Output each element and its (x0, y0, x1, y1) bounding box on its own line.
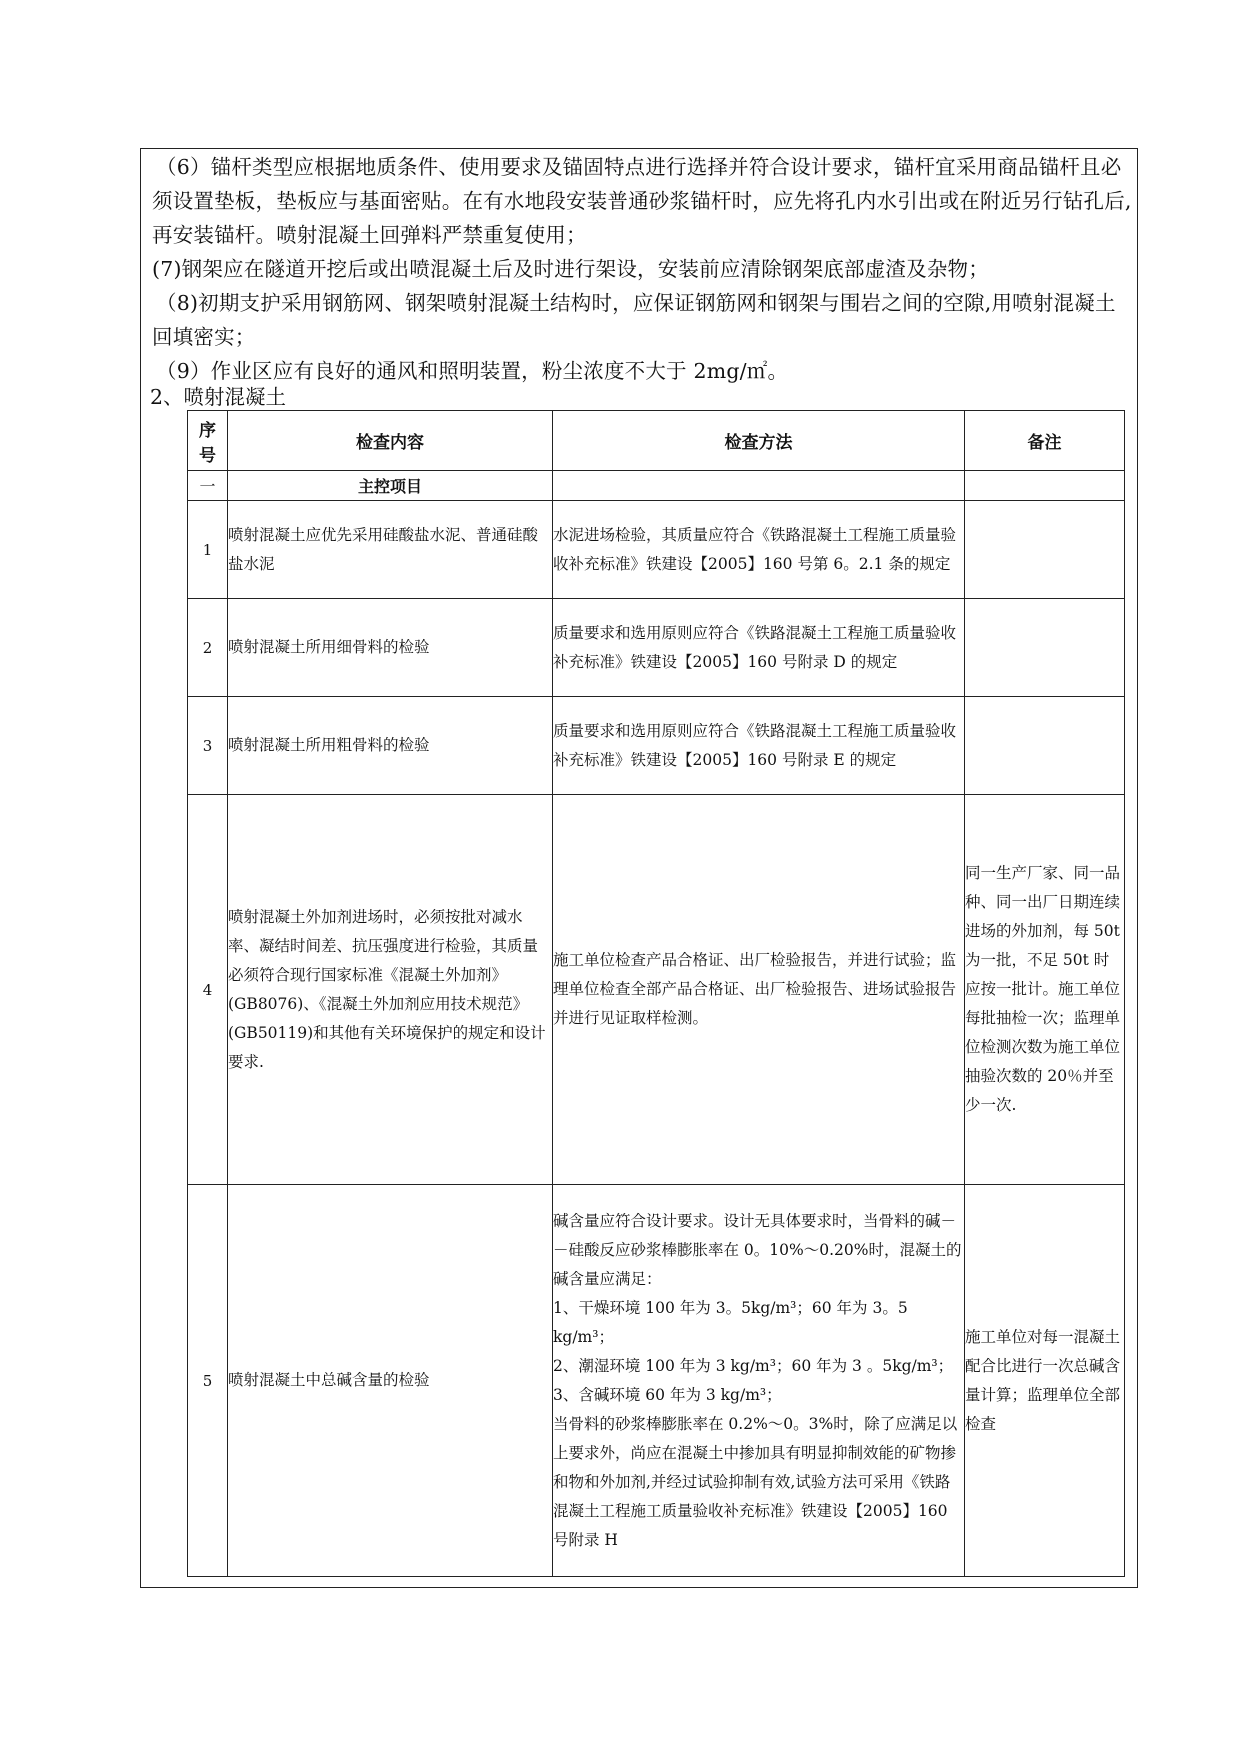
row-content: 喷射混凝土所用细骨料的检验 (228, 599, 553, 697)
category-method-empty (553, 471, 965, 501)
row-note: 同一生产厂家、同一品种、同一出厂日期连续进场的外加剂，每 50t 为一批，不足 50t 时应按一批计。施工单位每批抽检一次；监理单位检测次数为施工单位抽验次数的 20％并至少一次. (965, 795, 1125, 1185)
row-num: 1 (188, 501, 228, 599)
row-num: 5 (188, 1185, 228, 1577)
para-7: (7)钢架应在隧道开挖后或出喷混凝土后及时进行架设，安装前应清除钢架底部虚渣及杂物； (152, 257, 989, 281)
row-method: 水泥进场检验，其质量应符合《铁路混凝土工程施工质量验收补充标准》铁建设【2005】160 号第 6。2.1 条的规定 (553, 501, 965, 599)
para-9: （9）作业区应有良好的通风和照明装置，粉尘浓度不大于 2mg/㎡。 (156, 359, 789, 383)
row-note (965, 697, 1125, 795)
table-header-row (188, 411, 1125, 471)
row-num: 3 (188, 697, 228, 795)
row-content: 喷射混凝土外加剂进场时，必须按批对减水率、凝结时间差、抗压强度进行检验，其质量必须符合现行国家标准《混凝土外加剂》(GB8076)、《混凝土外加剂应用技术规范》(GB50119)和其他有关环境保护的规定和设计要求. (228, 795, 553, 1185)
header-seq: 序 号 (188, 411, 228, 471)
table-row (188, 697, 1125, 795)
section-title: 2、喷射混凝土 (150, 385, 287, 409)
inspection-table (187, 410, 1125, 1577)
intro-paragraphs (152, 150, 1136, 388)
header-content: 检查内容 (228, 411, 553, 471)
table-row (188, 501, 1125, 599)
row-note: 施工单位对每一混凝土配合比进行一次总碱含量计算；监理单位全部检查 (965, 1185, 1125, 1577)
category-name: 主控项目 (228, 471, 553, 501)
row-content: 喷射混凝土所用粗骨料的检验 (228, 697, 553, 795)
table-row (188, 599, 1125, 697)
table-row (188, 1185, 1125, 1577)
header-method: 检查方法 (553, 411, 965, 471)
category-num: 一 (188, 471, 228, 501)
row-method: 质量要求和选用原则应符合《铁路混凝土工程施工质量验收补充标准》铁建设【2005】160 号附录 D 的规定 (553, 599, 965, 697)
row-content: 喷射混凝土应优先采用硅酸盐水泥、普通硅酸盐水泥 (228, 501, 553, 599)
row-num: 2 (188, 599, 228, 697)
table-row (188, 795, 1125, 1185)
row-method: 施工单位检查产品合格证、出厂检验报告，并进行试验；监理单位检查全部产品合格证、出厂检验报告、进场试验报告并进行见证取样检测。 (553, 795, 965, 1185)
category-note-empty (965, 471, 1125, 501)
row-method: 质量要求和选用原则应符合《铁路混凝土工程施工质量验收补充标准》铁建设【2005】160 号附录 E 的规定 (553, 697, 965, 795)
row-method: 碱含量应符合设计要求。设计无具体要求时，当骨料的碱－－硅酸反应砂浆棒膨胀率在 0。10%～0.20%时，混凝土的碱含量应满足： 1、干燥环境 100 年为 3。5kg/m³；60 年为 3。5 kg/m³； 2、潮湿环境 100 年为 3 kg/m³；60 年为 3 。5kg/m³； 3、含碱环境 60 年为 3 kg/m³； 当骨料的砂浆棒膨胀率在 0.2%～0。3%时，除了应满足以上要求外，尚应在混凝土中掺加具有明显抑制效能的矿物掺和物和外加剂,并经过试验抑制有效,试验方法可采用《铁路混凝土工程施工质量验收补充标准》铁建设【2005】160 号附录 H (553, 1185, 965, 1577)
para-8: （8)初期支护采用钢筋网、钢架喷射混凝土结构时，应保证钢筋网和钢架与围岩之间的空隙,用喷射混凝土回填密实； (152, 291, 1116, 349)
row-note (965, 501, 1125, 599)
para-6: （6）锚杆类型应根据地质条件、使用要求及锚固特点进行选择并符合设计要求，锚杆宜采用商品锚杆且必须设置垫板，垫板应与基面密贴。在有水地段安装普通砂浆锚杆时，应先将孔内水引出或在附近另行钻孔后,再安装锚杆。喷射混凝土回弹料严禁重复使用； (152, 155, 1132, 247)
row-content: 喷射混凝土中总碱含量的检验 (228, 1185, 553, 1577)
category-row (188, 471, 1125, 501)
row-note (965, 599, 1125, 697)
row-num: 4 (188, 795, 228, 1185)
header-note: 备注 (965, 411, 1125, 471)
